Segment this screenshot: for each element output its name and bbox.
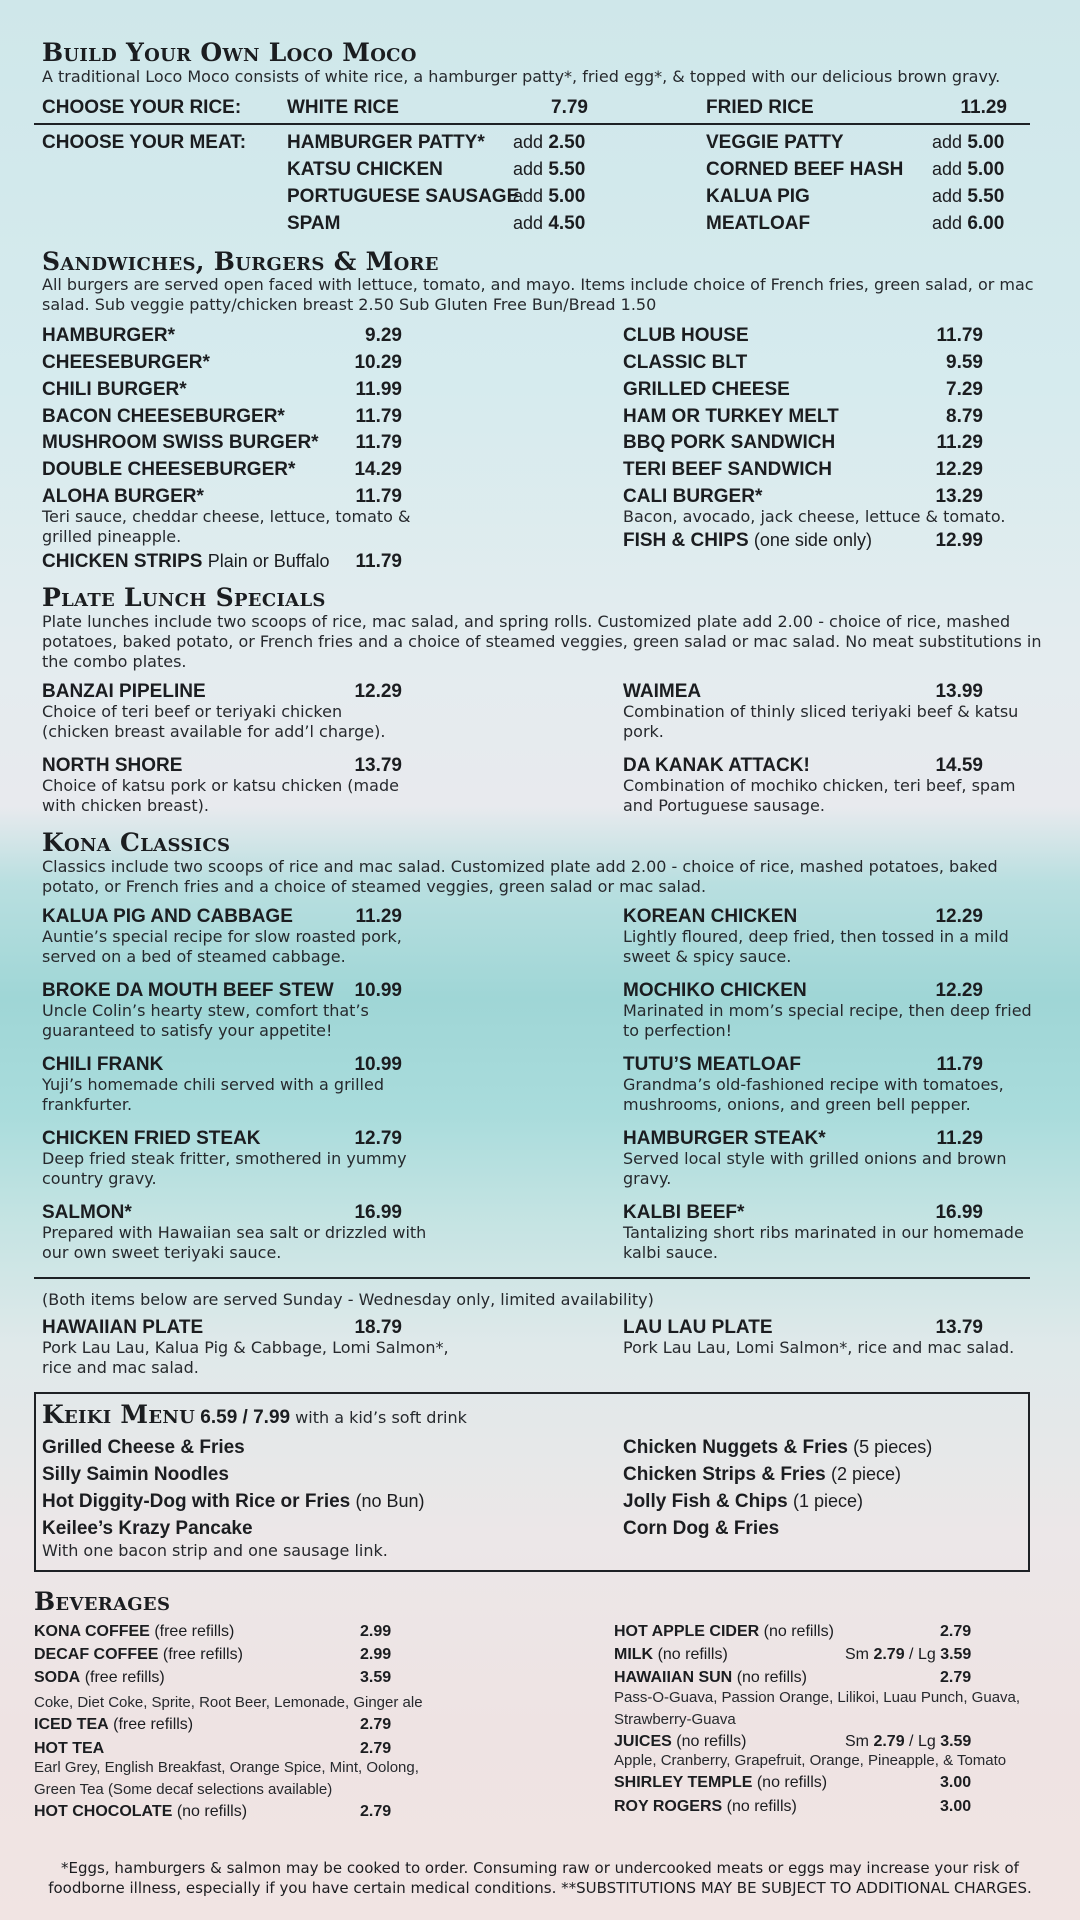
list-item: ROY ROGERS (no refills) — [614, 1798, 797, 1815]
price: 3.59 — [360, 1669, 392, 1686]
meat-name: KATSU CHICKEN — [287, 159, 443, 180]
price: 2.79 — [360, 1740, 392, 1757]
meat-name: CORNED BEEF HASH — [706, 159, 904, 180]
list-item: Hot Diggity-Dog with Rice or Fries (no Bun) — [42, 1491, 425, 1512]
meat-price: add 5.00 — [932, 159, 1005, 180]
price: 3.00 — [940, 1774, 972, 1791]
meat-name: HAMBURGER PATTY* — [287, 132, 485, 153]
price: 2.79 — [940, 1669, 972, 1686]
footer-disclaimer: *Eggs, hamburgers & salmon may be cooked to order. Consuming raw or undercooked meats or eggs may increase your risk of foodborne illness, especially if you have certain medical conditions. **SUBSTITUTIONS MAY BE SUBJECT TO ADDITIONAL CHARGES. — [48, 1859, 1032, 1897]
list-item: Chicken Nuggets & Fries (5 pieces) — [623, 1437, 933, 1458]
price: Sm 2.79 / Lg 3.59 — [845, 1646, 972, 1663]
list-item: DECAF COFFEE (free refills) — [34, 1646, 243, 1663]
rice-white-name: WHITE RICE — [287, 97, 399, 118]
meat-price: add 5.00 — [513, 186, 586, 207]
list-item: Grilled Cheese & Fries — [42, 1437, 245, 1458]
list-item: HAWAIIAN SUN (no refills) — [614, 1669, 807, 1686]
meat-name: VEGGIE PATTY — [706, 132, 844, 153]
juices-desc: Apple, Cranberry, Grapefruit, Orange, Pineapple, & Tomato — [614, 1752, 1007, 1769]
keiki-heading — [42, 1400, 467, 1429]
divider — [34, 123, 1030, 125]
list-item: MILK (no refills) — [614, 1646, 728, 1663]
list-item: JUICES (no refills) — [614, 1733, 747, 1750]
plate-lunch-title: Plate Lunch Specials — [42, 583, 326, 612]
meat-price: add 4.50 — [513, 213, 586, 234]
list-item: HOT TEA — [34, 1740, 105, 1757]
list-item: HOT CHOCOLATE (no refills) — [34, 1803, 248, 1820]
divider — [34, 1277, 1030, 1279]
hawaiian-sun-desc: Pass-O-Guava, Passion Orange, Lilikoi, Luau Punch, Guava, Strawberry-Guava — [614, 1689, 1021, 1728]
list-item: KONA COFFEE (free refills) — [34, 1623, 235, 1640]
kona-desc: Classics include two scoops of rice and mac salad. Customized plate add 2.00 - choice of rice, mashed potatoes, baked potato, or French fries and a choice of steamed veggies, green salad or mac salad. — [42, 857, 998, 896]
list-item: Silly Saimin Noodles — [42, 1464, 229, 1485]
list-item: ICED TEA (free refills) — [34, 1716, 194, 1733]
price: 2.99 — [360, 1646, 392, 1663]
price: Sm 2.79 / Lg 3.59 — [845, 1733, 972, 1750]
limited-note: (Both items below are served Sunday - Wednesday only, limited availability) — [42, 1290, 654, 1309]
plate-lunch-desc: Plate lunches include two scoops of rice, mac salad, and spring rolls. Customized plate add 2.00 - choice of rice, mashed potatoes, baked potato, or French fries and a choice of steamed veggies, green salad or mac salad. No meat substitutions in the combo plates. — [42, 612, 1042, 671]
meat-price: add 5.50 — [513, 159, 586, 180]
loco-moco-desc: A traditional Loco Moco consists of white rice, a hamburger patty*, fried egg*, & topped with our delicious brown gravy. — [42, 67, 1001, 86]
loco-moco-title: Build Your Own Loco Moco — [42, 38, 417, 67]
hot-tea-desc: Earl Grey, English Breakfast, Orange Spice, Mint, Oolong, Green Tea (Some decaf selections available) — [34, 1759, 419, 1798]
meat-price: add 2.50 — [513, 132, 586, 153]
list-item: Corn Dog & Fries — [623, 1518, 780, 1539]
soda-desc: Coke, Diet Coke, Sprite, Root Beer, Lemonade, Ginger ale — [34, 1694, 423, 1711]
keiki-note: with a kid’s soft drink — [295, 1408, 467, 1427]
beverages-title: Beverages — [34, 1587, 171, 1616]
rice-fried-name: FRIED RICE — [706, 97, 814, 118]
menu-page: Build Your Own Loco Moco A traditional Loco Moco consists of white rice, a hamburger patty*, fried egg*, & topped with our delicious brown gravy. CHOOSE YOUR RICE: WHITE RICE 7.79 FRIED RICE 11.29 CHOOSE YOUR MEAT: HAMBURGER PATTY* add 2.50 KATSU CHICKEN add 5.50 PORTUGUESE SAUSAGE add 5.00 SPAM add 4.50 VEGGIE PATTY add 5.00 CORNED BEEF HASH add 5.00 KALUA PIG add 5.50 MEATLOAF add 6.00 Sandwiches, Burgers & More All burgers are served open faced with lettuce, tomato, and mayo. Items include choice of French fries, green salad, or mac salad. Sub veggie patty/chicken breast 2.50 Sub Gluten Free Bun/Bread 1.50 HAMBURGER* 9.29 CHEESEBURGER* 10.29 CHILI BURGER* 11.99 BACON CHEESEBURGER* 11.79 MUSHROOM SWISS BURGER* 11.79 DOUBLE CHEESEBURGER* 14.29 ALOHA BURGER* 11.79 Teri sauce, cheddar cheese, lettuce, tomato & grilled pineapple. CHICKEN STRIPS Plain or Buffalo 11.79 CLUB HOUSE 11.79 CLASSIC BLT 9.59 GRILLED CHEESE 7.29 HAM OR TURKEY MELT 8.79 BBQ PORK SANDWICH 11.29 TERI BEEF SANDWICH 12.29 CALI BURGER* 13.29 Bacon, avocado, jack cheese, lettuce & tomato. FISH & CHIPS (one side only) 12.99 Plate Lunch Specials Plate lunches include two scoops of rice, mac salad, and spring rolls. Customized plate add 2.00 - choice of rice, mashed potatoes, baked potato, or French fries and a choice of steamed veggies, green salad or mac salad. No meat substitutions in the combo plates. BANZAI PIPELINE 12.29 Choice of teri beef or teriyaki chicken (chicken breast available for add’l charge). NORTH SHORE 13.79 Choice of katsu pork or katsu chicken (made with chicken breast). WAIMEA 13.99 Combination of thinly sliced teriyaki beef & katsu pork. DA KANAK ATTACK! 14.59 Combination of mochiko chicken, teri beef, spam and Portuguese sausage. Kona Classics Classics include two scoops of rice and mac salad. Customized plate add 2.00 - choice of rice, mashed potatoes, baked potato, or French fries and a choice of steamed veggies, green salad or mac salad. KALUA PIG AND CABBAGE 11.29 Auntie’s special recipe for slow roasted pork, served on a bed of steamed cabbage. BROKE DA MOUTH BEEF STEW 10.99 Uncle Colin’s hearty stew, comfort that’s guaranteed to satisfy your appetite! CHILI FRANK 10.99 Yuji’s homemade chili served with a grilled frankfurter. CHICKEN FRIED STEAK 12.79 Deep fried steak fritter, smothered in yummy country gravy. SALMON* 16.99 Prepared with Hawaiian sea salt or drizzled with our own sweet teriyaki sauce. KOREAN CHICKEN 12.29 Lightly floured, deep fried, then tossed in a mild sweet & spicy sauce. MOCHIKO CHICKEN 12.29 Marinated in mom’s special recipe, then deep fried to perfection! TUTU’S MEATLOAF 11.79 Grandma’s old-fashioned recipe with tomatoes, mushrooms, onions, and green bell pepper. HAMBURGER STEAK* 11.29 Served local style with grilled onions and brown gravy. KALBI BEEF* 16.99 Tantalizing short ribs marinated in our homemade kalbi sauce. (Both items below are served Sunday - Wednesday only, limited availability) HAWAIIAN PLATE 18.79 Pork Lau Lau, Kalua Pig & Cabbage, Lomi Salmon*, rice and mac salad. LAU LAU PLATE 13.79 Pork Lau Lau, Lomi Salmon*, rice and mac salad. Keiki Menu 6.59 / 7.99 with a kid’s soft drink Grilled Cheese & Fries Silly Saimin Noodles Hot Diggity-Dog with Rice or Fries (no Bun) Keilee’s Krazy Pancake With one bacon strip and one sausage link. Chicken Nuggets & Fries (5 pieces) Chicken Strips & Fries (2 piece) Jolly Fish & Chips (1 piece) Corn Dog & Fries Beverages KONA COFFEE (free refills) 2.99 DECAF COFFEE (free refills) 2.99 SODA (free refills) 3.59 Coke, Diet Coke, Sprite, Root Beer, Lemonade, Ginger ale ICED TEA (free refills) 2.79 HOT TEA 2.79 Earl Grey, English Breakfast, Orange Spice, Mint, Oolong, Green Tea (Some decaf selections available) HOT CHOCOLATE (no refills) 2.79 HOT APPLE CIDER (no refills) 2.79 MILK (no refills) Sm 2.79 / Lg 3.59 HAWAIIAN SUN (no refills) 2.79 Pass-O-Guava, Passion Orange, Lilikoi, Luau Punch, Guava, Strawberry-Guava JUICES (no refills) Sm 2.79 / Lg 3.59 Apple, Cranberry, Grapefruit, Orange, Pineapple, & Tomato SHIRLEY TEMPLE (no refills) 3.00 ROY ROGERS (no refills) 3.00 *Eggs, hamburgers & salmon may be cooked to order. Consuming raw or undercooked meats or eggs may increase your risk of foodborne illness, especially if you have certain medical conditions. **SUBSTITUTIONS MAY BE SUBJECT TO ADDITIONAL CHARGES. — [34, 38, 1042, 1897]
pancake-desc: With one bacon strip and one sausage link. — [42, 1541, 388, 1560]
list-item: SODA (free refills) — [34, 1669, 165, 1686]
list-item: SHIRLEY TEMPLE (no refills) — [614, 1774, 828, 1791]
list-item: Chicken Strips & Fries (2 piece) — [623, 1464, 902, 1485]
meat-name: MEATLOAF — [706, 213, 811, 234]
list-item: Jolly Fish & Chips (1 piece) — [623, 1491, 864, 1512]
price: 2.79 — [360, 1716, 392, 1733]
keiki-title: Keiki Menu — [42, 1400, 196, 1429]
sandwiches-title: Sandwiches, Burgers & More — [42, 247, 439, 276]
rice-fried-price: 11.29 — [960, 97, 1007, 118]
price: 3.00 — [940, 1798, 972, 1815]
kona-title: Kona Classics — [42, 828, 231, 857]
meat-name: PORTUGUESE SAUSAGE — [287, 186, 520, 207]
price: 2.79 — [360, 1803, 392, 1820]
rice-white-price: 7.79 — [551, 97, 588, 118]
keiki-price: 6.59 / 7.99 — [200, 1407, 291, 1428]
list-item: Keilee’s Krazy Pancake — [42, 1518, 253, 1539]
meat-price: add 5.00 — [932, 132, 1005, 153]
rice-label: CHOOSE YOUR RICE: — [42, 97, 242, 118]
meat-name: KALUA PIG — [706, 186, 810, 207]
price: 2.79 — [940, 1623, 972, 1640]
price: 2.99 — [360, 1623, 392, 1640]
meat-name: SPAM — [287, 213, 341, 234]
meat-price: add 6.00 — [932, 213, 1005, 234]
list-item: HOT APPLE CIDER (no refills) — [614, 1623, 834, 1640]
sandwiches-desc: All burgers are served open faced with lettuce, tomato, and mayo. Items include choice of French fries, green salad, or mac salad. Sub veggie patty/chicken breast 2.50 Sub Gluten Free Bun/Bread 1.50 — [42, 275, 1034, 314]
meat-label: CHOOSE YOUR MEAT: — [42, 132, 247, 153]
meat-price: add 5.50 — [932, 186, 1005, 207]
